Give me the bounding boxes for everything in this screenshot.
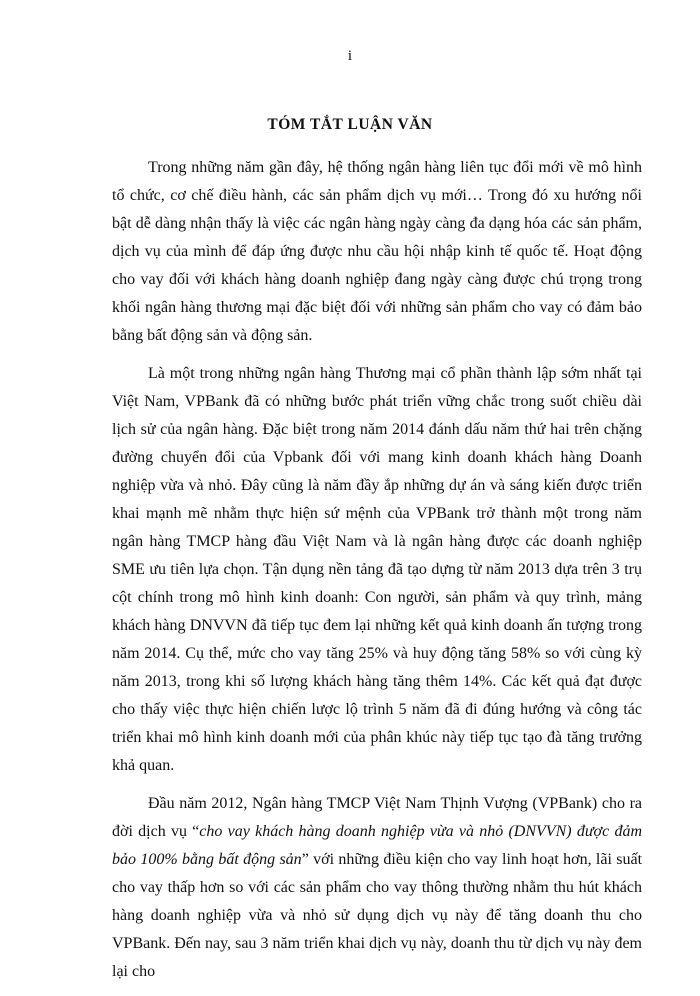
paragraph-2: Là một trong những ngân hàng Thương mại cổ phần thành lập sớm nhất tại Việt Nam, VPBank đã có những bước phát triển vững chắc trong suốt chiều dài lịch sử của ngân hàng. Đặc biệt trong năm 2014 đánh dấu năm thứ hai trên chặng đường chuyển đổi của Vpbank đối với mang kinh doanh khách hàng Doanh nghiệp vừa và nhỏ. Đây cũng là năm đầy ắp những dự án và sáng kiến được triển khai mạnh mẽ nhằm thực hiện sứ mệnh của VPBank trở thành một trong năm ngân hàng TMCP hàng đầu Việt Nam và là ngân hàng được các doanh nghiệp SME ưu tiên lựa chọn. Tận dụng nền tảng đã tạo dựng từ năm 2013 dựa trên 3 trụ cột chính trong mô hình kinh doanh: Con người, sản phẩm và quy trình, mảng khách hàng DNVVN đã tiếp tục đem lại những kết quả kinh doanh ấn tượng trong năm 2014. Cụ thể, mức cho vay tăng 25% và huy động tăng 58% so với cùng kỳ năm 2013, trong khi số lượng khách hàng tăng thêm 14%. Các kết quả đạt được cho thấy việc thực hiện chiến lược lộ trình 5 năm đã đi đúng hướng và công tác triển khai mô hình kinh doanh mới của phân khúc này tiếp tục tạo đà tăng trưởng khả quan. bbox=[112, 365, 642, 774]
page-number: i bbox=[347, 48, 353, 64]
paragraph-1: Trong những năm gần đây, hệ thống ngân hàng liên tục đổi mới về mô hình tổ chức, cơ chế điều hành, các sản phẩm dịch vụ mới… Trong đó xu hướng nổi bật dễ dàng nhận thấy là việc các ngân hàng ngày càng đa dạng hóa các sản phẩm, dịch vụ của mình để đáp ứng được nhu cầu hội nhập kinh tế quốc tế. Hoạt động cho vay đối với khách hàng doanh nghiệp đang ngày càng được chú trọng trong khối ngân hàng thương mại đặc biệt đối với những sản phẩm cho vay có đảm bảo bằng bất động sản và động sản. bbox=[112, 159, 642, 344]
document-body bbox=[112, 154, 642, 996]
paragraph-3-text-after: ” với những điều kiện cho vay linh hoạt hơn, lãi suất cho vay thấp hơn so với các sản phẩm cho vay thông thường nhằm thu hút khách hàng doanh nghiệp vừa và nhỏ sử dụng dịch vụ này để tăng doanh thu cho VPBank. Đến nay, sau 3 năm triển khai dịch vụ này, doanh thu từ dịch vụ này đem lại cho bbox=[112, 851, 643, 980]
page-title: TÓM TẮT LUẬN VĂN bbox=[267, 116, 433, 133]
paragraph-3-italic-service-name: cho vay khách hàng doanh nghiệp vừa và nhỏ (DNVVN) được đảm bảo 100% bằng bất động sản bbox=[112, 823, 642, 868]
paragraph-3-text-before: Đầu năm 2012, Ngân hàng TMCP Việt Nam Thịnh Vượng (VPBank) cho ra đời dịch vụ “ bbox=[112, 795, 642, 840]
paragraph-3 bbox=[112, 790, 642, 986]
